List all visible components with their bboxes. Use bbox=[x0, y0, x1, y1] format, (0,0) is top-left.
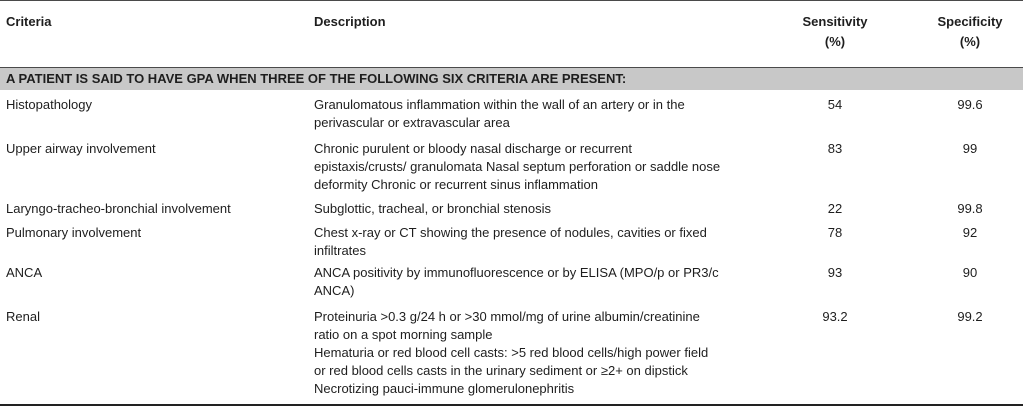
description-line: Chest x-ray or CT showing the presence of nodules, cavities or fixed bbox=[314, 225, 707, 240]
description-line: ANCA) bbox=[314, 283, 355, 298]
specificity-cell: 99.6 bbox=[957, 97, 983, 112]
specificity-cell: 99 bbox=[962, 141, 978, 156]
description-cell bbox=[314, 200, 754, 218]
description-line: epistaxis/crusts/ granulomata Nasal septum perforation or saddle nose bbox=[314, 159, 721, 174]
sensitivity-cell: 83 bbox=[827, 141, 843, 156]
sensitivity-cell: 78 bbox=[827, 225, 843, 240]
description-line: Hematuria or red blood cell casts: >5 red blood cells/high power field bbox=[314, 345, 709, 360]
description-line: ratio on a spot morning sample bbox=[314, 327, 493, 342]
criteria-cell: Renal bbox=[6, 309, 40, 324]
description-line: ANCA positivity by immunofluorescence or by ELISA (MPO/p or PR3/c bbox=[314, 265, 719, 280]
description-line: Proteinuria >0.3 g/24 h or >30 mmol/mg of urine albumin/creatinine bbox=[314, 309, 700, 324]
description-line: infiltrates bbox=[314, 243, 367, 258]
description-cell bbox=[314, 96, 754, 132]
specificity-cell: 92 bbox=[962, 225, 978, 240]
description-line: Subglottic, tracheal, or bronchial stenosis bbox=[314, 201, 552, 216]
header-specificity-unit: (%) bbox=[959, 34, 981, 49]
section-banner bbox=[0, 68, 1023, 90]
criteria-cell: Pulmonary involvement bbox=[6, 225, 142, 240]
header-criteria: Criteria bbox=[6, 14, 52, 29]
section-title: A PATIENT IS SAID TO HAVE GPA WHEN THREE OF THE FOLLOWING SIX CRITERIA ARE PRESENT: bbox=[6, 71, 627, 86]
criteria-cell: Upper airway involvement bbox=[6, 141, 156, 156]
description-line: Granulomatous inflammation within the wall of an artery or in the bbox=[314, 97, 685, 112]
top-rule bbox=[0, 0, 1023, 1]
sensitivity-cell: 22 bbox=[827, 201, 843, 216]
header-specificity bbox=[925, 12, 1015, 52]
description-cell bbox=[314, 308, 754, 398]
sensitivity-cell: 54 bbox=[827, 97, 843, 112]
description-line: deformity Chronic or recurrent sinus inflammation bbox=[314, 177, 598, 192]
header-sensitivity-label: Sensitivity bbox=[802, 14, 868, 29]
description-cell bbox=[314, 264, 754, 300]
criteria-cell: ANCA bbox=[6, 265, 43, 280]
description-line: Chronic purulent or bloody nasal discharge or recurrent bbox=[314, 141, 632, 156]
sensitivity-cell: 93 bbox=[827, 265, 843, 280]
description-line: or red blood cells casts in the urinary sediment or ≥2+ on dipstick bbox=[314, 363, 688, 378]
criteria-cell: Laryngo-tracheo-bronchial involvement bbox=[6, 201, 231, 216]
specificity-cell: 99.8 bbox=[957, 201, 983, 216]
specificity-cell: 99.2 bbox=[957, 309, 983, 324]
header-description: Description bbox=[314, 14, 386, 29]
description-line: perivascular or extravascular area bbox=[314, 115, 510, 130]
specificity-cell: 90 bbox=[962, 265, 978, 280]
sensitivity-cell: 93.2 bbox=[822, 309, 848, 324]
header-sensitivity-unit: (%) bbox=[824, 34, 846, 49]
header-specificity-label: Specificity bbox=[937, 14, 1003, 29]
description-line: Necrotizing pauci-immune glomerulonephritis bbox=[314, 381, 575, 396]
criteria-cell: Histopathology bbox=[6, 97, 92, 112]
header-sensitivity bbox=[790, 12, 880, 52]
description-cell bbox=[314, 224, 754, 260]
description-cell bbox=[314, 140, 754, 194]
